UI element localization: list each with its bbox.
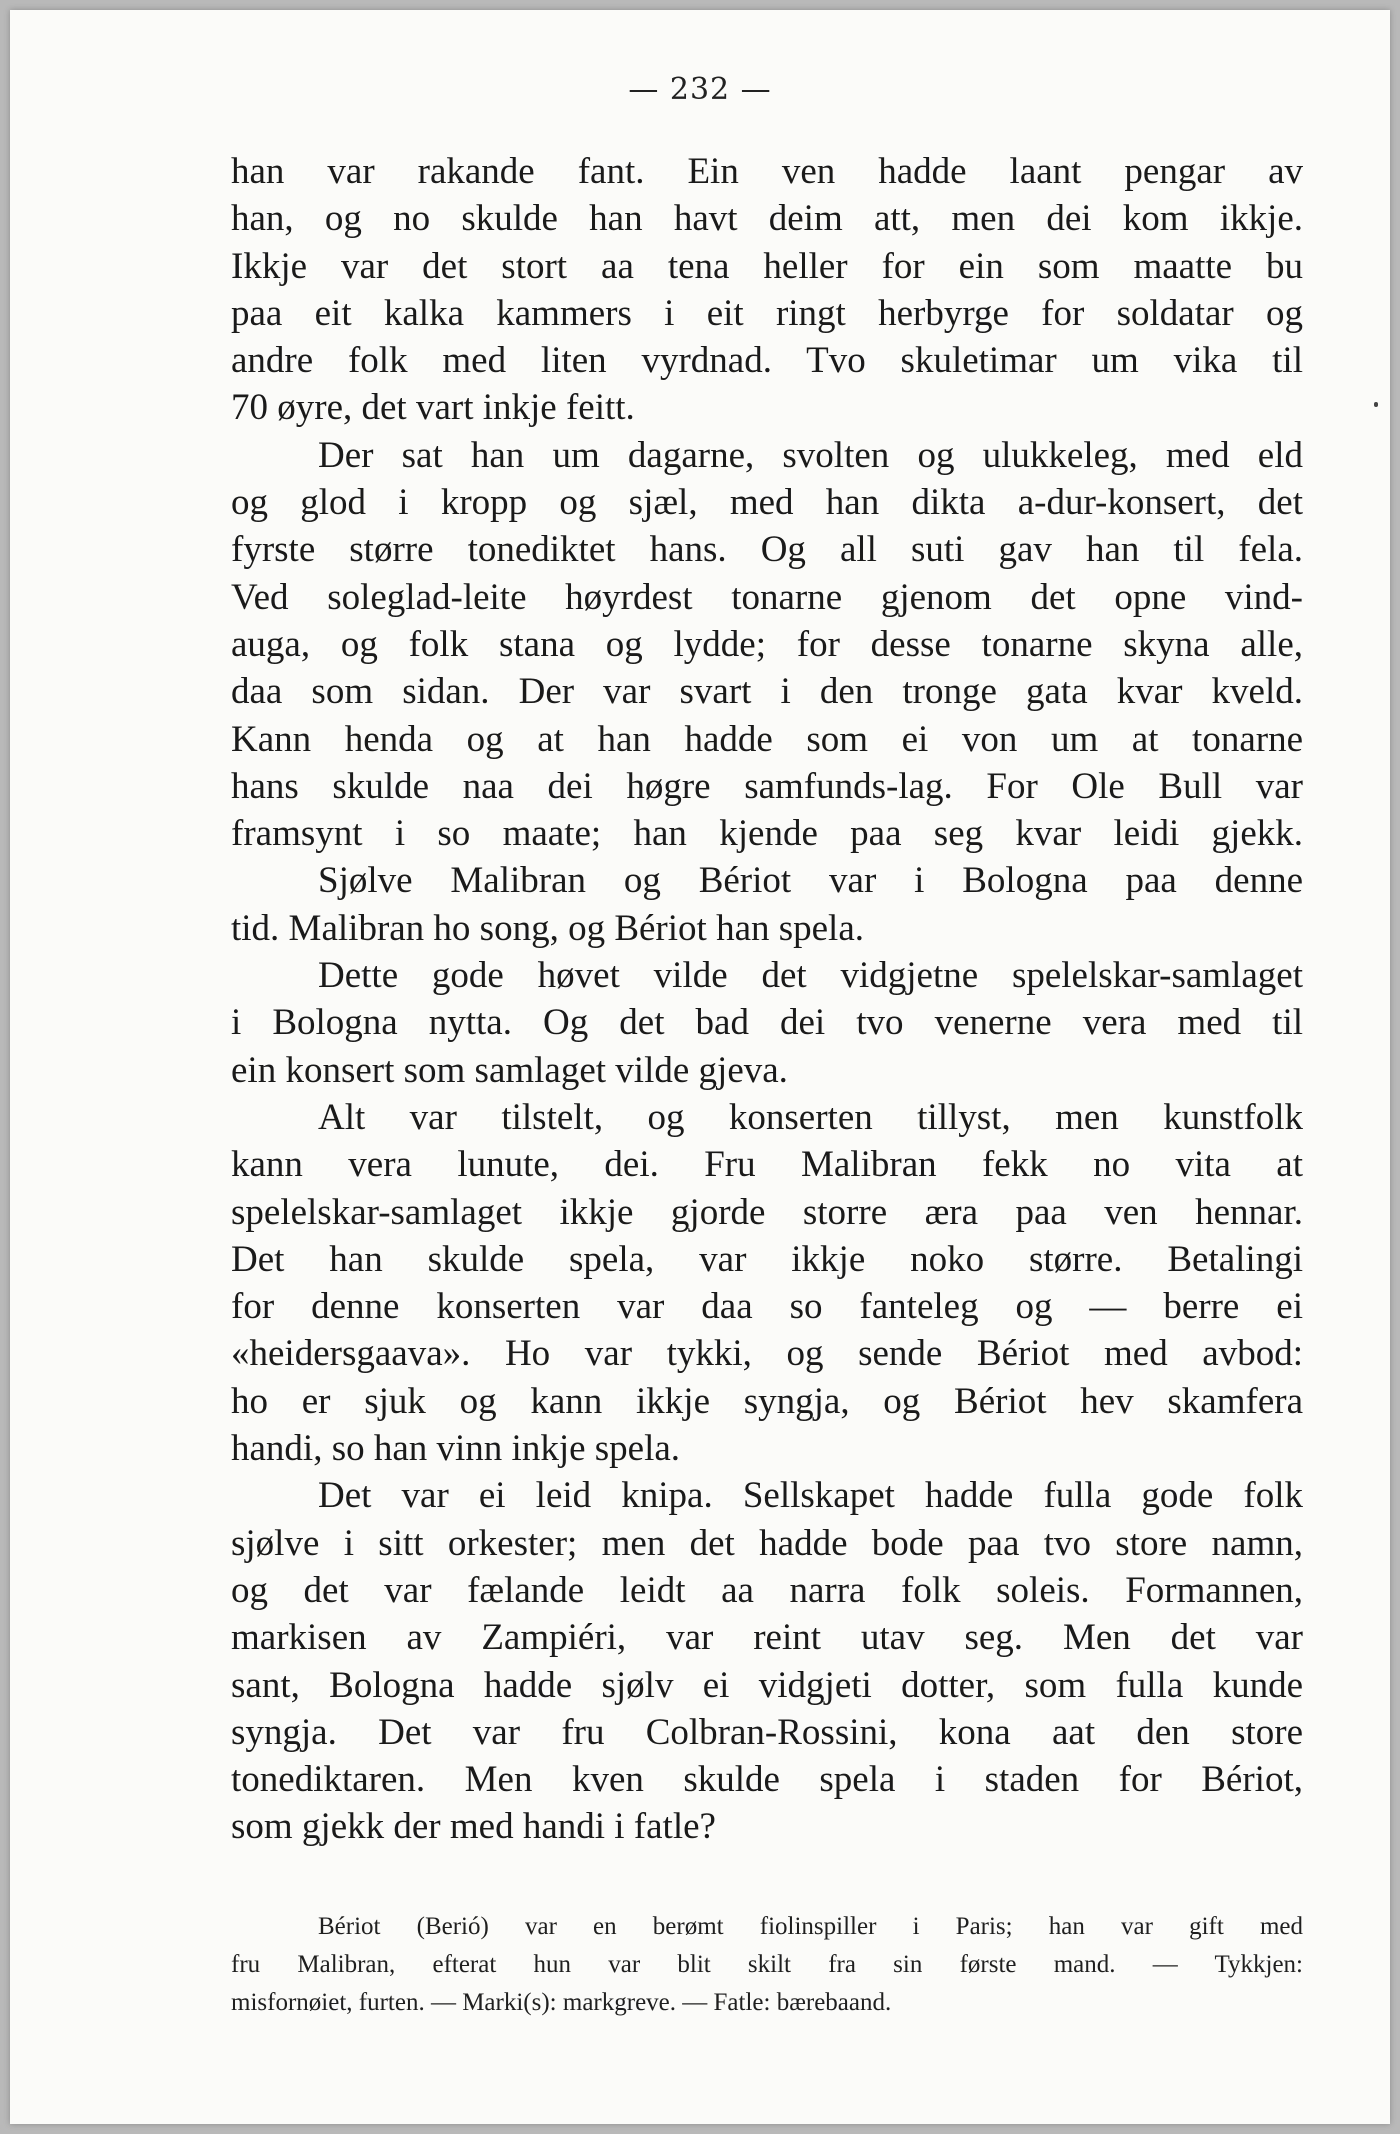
- text-line: kann vera lunute, dei. Fru Malibran fekk no vita at: [231, 1144, 1303, 1186]
- text-line: auga, og folk stana og lydde; for desse tonarne skyna alle,: [231, 623, 1303, 665]
- text-line: markisen av Zampiéri, var reint utav seg. Men det var: [231, 1617, 1303, 1659]
- text-line: sjølve i sitt orkester; men det hadde bode paa tvo store namn,: [231, 1522, 1303, 1564]
- text-line: spelelskar-samlaget ikkje gjorde storre æra paa ven hennar.: [231, 1191, 1303, 1233]
- text-line: han, og no skulde han havt deim att, men dei kom ikkje.: [231, 198, 1303, 240]
- ink-speck: [1374, 402, 1378, 407]
- text-line: syngja. Det var fru Colbran-Rossini, kona aat den store: [231, 1711, 1303, 1753]
- text-line: tonediktaren. Men kven skulde spela i staden for Bériot,: [231, 1759, 1303, 1801]
- text-line: ho er sjuk og kann ikkje syngja, og Bériot hev skamfera: [231, 1380, 1303, 1422]
- text-line: Der sat han um dagarne, svolten og ulukkeleg, med eld: [318, 434, 1303, 476]
- text-line: framsynt i so maate; han kjende paa seg kvar leidi gjekk.: [231, 813, 1303, 855]
- text-line: Ikkje var det stort aa tena heller for ein som maatte bu: [231, 245, 1303, 287]
- text-line: hans skulde naa dei høgre samfunds-lag. For Ole Bull var: [231, 765, 1303, 807]
- footnote: [231, 1908, 1303, 2022]
- text-line: daa som sidan. Der var svart i den tronge gata kvar kveld.: [231, 671, 1303, 713]
- text-line: i Bologna nytta. Og det bad dei tvo venerne vera med til: [231, 1002, 1303, 1044]
- text-line: tid. Malibran ho song, og Bériot han spela.: [231, 907, 865, 949]
- text-line: og glod i kropp og sjæl, med han dikta a-dur-konsert, det: [231, 482, 1303, 524]
- text-line: Alt var tilstelt, og konserten tillyst, men kunstfolk: [318, 1096, 1303, 1138]
- footnote-line: fru Malibran, efterat hun var blit skilt fra sin første mand. — Tykkjen:: [231, 1951, 1303, 1978]
- text-line: han var rakande fant. Ein ven hadde laant pengar av: [231, 151, 1303, 192]
- text-line: ein konsert som samlaget vilde gjeva.: [231, 1049, 788, 1091]
- text-line: handi, so han vinn inkje spela.: [231, 1428, 681, 1470]
- text-line: og det var fælande leidt aa narra folk soleis. Formannen,: [231, 1569, 1303, 1611]
- text-line: 70 øyre, det vart inkje feitt.: [231, 387, 635, 429]
- footnote-line: misfornøiet, furten. — Marki(s): markgreve. — Fatle: bærebaand.: [231, 1989, 892, 2016]
- text-line: Sjølve Malibran og Bériot var i Bologna paa denne: [318, 860, 1303, 902]
- text-line: sant, Bologna hadde sjølv ei vidgjeti dotter, som fulla kunde: [231, 1664, 1303, 1706]
- body-text: [231, 148, 1303, 1851]
- text-line: Kann henda og at han hadde som ei von um at tonarne: [231, 718, 1303, 760]
- text-line: Det var ei leid knipa. Sellskapet hadde fulla gode folk: [318, 1475, 1303, 1517]
- text-line: «heidersgaava». Ho var tykki, og sende Bériot med avbod:: [231, 1333, 1303, 1375]
- text-line: som gjekk der med handi i fatle?: [231, 1806, 716, 1848]
- text-line: fyrste større tonediktet hans. Og all suti gav han til fela.: [231, 529, 1303, 571]
- footnote-line: Bériot (Berió) var en berømt fiolinspiller i Paris; han var gift med: [318, 1913, 1303, 1940]
- text-line: andre folk med liten vyrdnad. Tvo skuletimar um vika til: [231, 340, 1303, 382]
- book-page: [10, 10, 1390, 2124]
- page-number: — 232 —: [628, 72, 772, 107]
- text-line: Ved soleglad-leite høyrdest tonarne gjenom det opne vind-: [231, 576, 1303, 618]
- text-line: for denne konserten var daa so fanteleg og — berre ei: [231, 1286, 1303, 1328]
- text-line: paa eit kalka kammers i eit ringt herbyrge for soldatar og: [231, 292, 1303, 334]
- text-line: Dette gode høvet vilde det vidgjetne spelelskar-samlaget: [318, 955, 1303, 997]
- text-line: Det han skulde spela, var ikkje noko større. Betalingi: [231, 1238, 1303, 1280]
